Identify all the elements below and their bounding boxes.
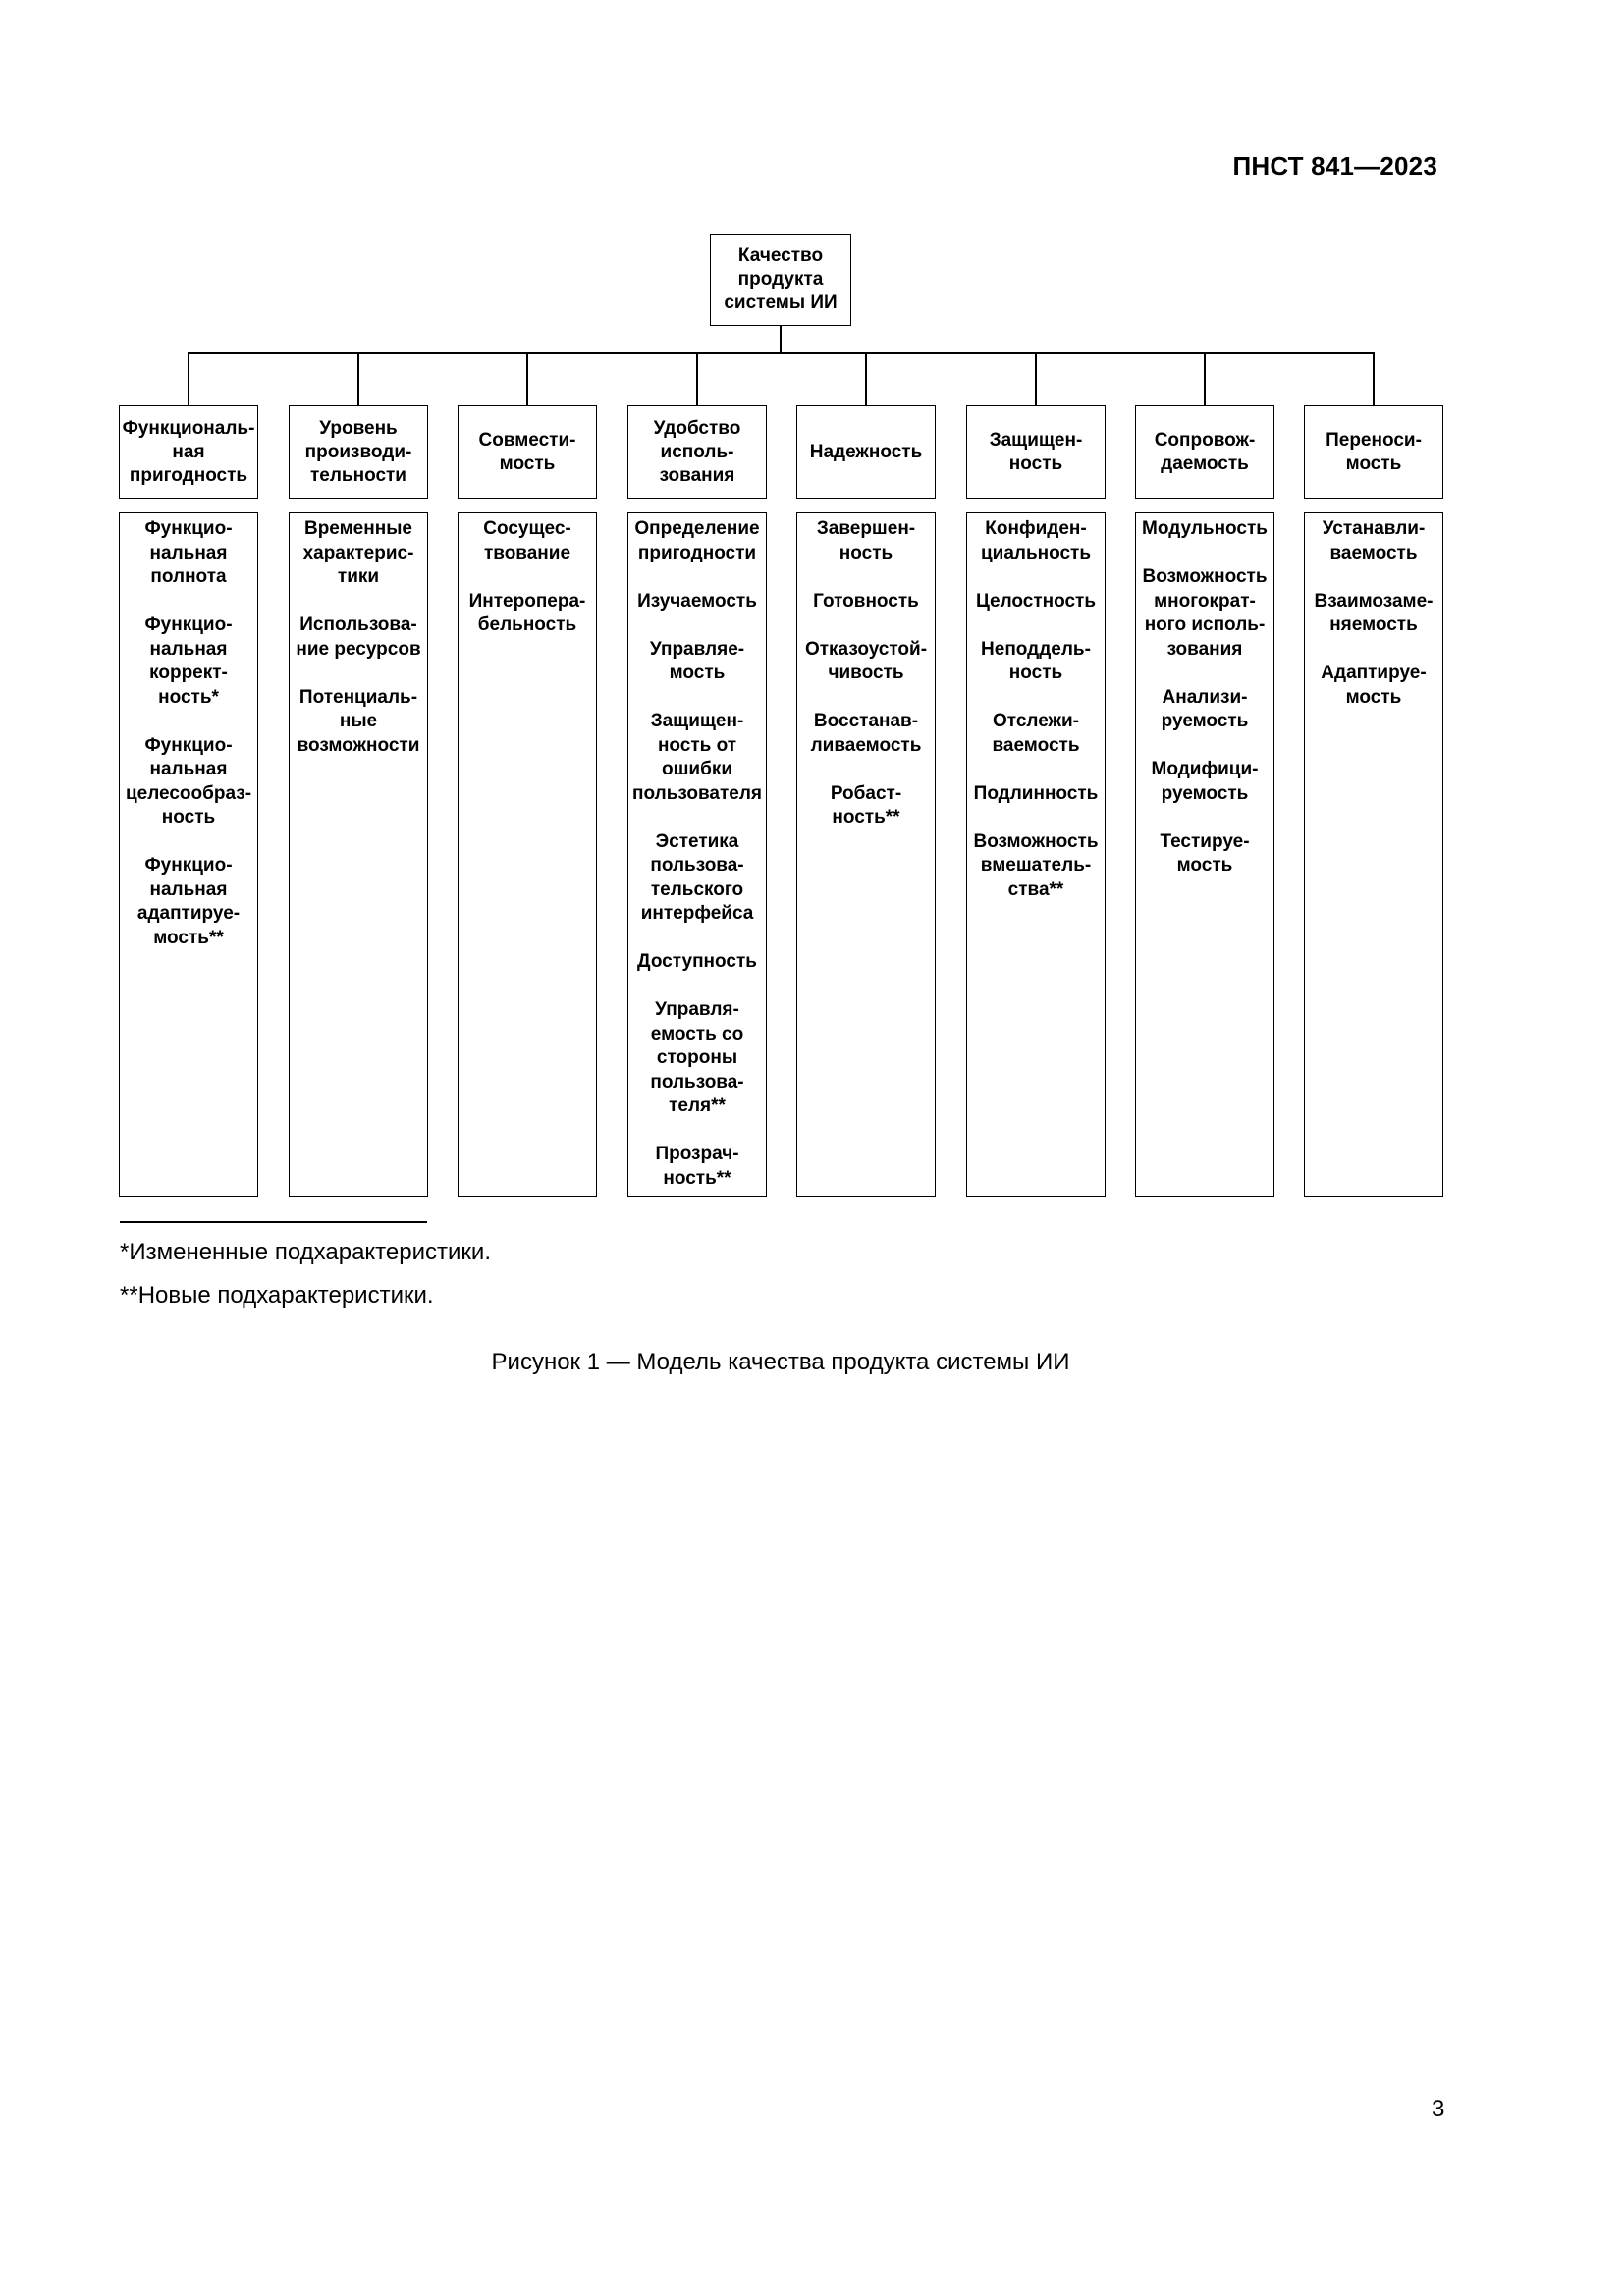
subcharacteristic-label-line: ливаемость bbox=[810, 734, 922, 756]
subcharacteristic bbox=[1323, 517, 1426, 565]
footnote-text: Измененные подхарактеристики. bbox=[129, 1239, 491, 1265]
characteristic-box bbox=[627, 405, 767, 499]
subcharacteristic bbox=[981, 517, 1091, 565]
subcharacteristic-label-line: бельность bbox=[477, 614, 577, 635]
subcharacteristic-label-line: Устанавли- bbox=[1322, 518, 1426, 539]
subcharacteristic-label-line: Модульность bbox=[1142, 518, 1268, 539]
subcharacteristic-label-line: ность bbox=[839, 542, 893, 563]
root-label-line: продукта bbox=[737, 269, 824, 290]
root-quality-box bbox=[710, 234, 851, 326]
characteristic-label-line: производи- bbox=[304, 441, 412, 462]
characteristic-box bbox=[458, 405, 597, 499]
subcharacteristic bbox=[1314, 590, 1433, 638]
subcharacteristic-label-line: Робаст- bbox=[830, 782, 902, 804]
subcharacteristic-label-line: мость** bbox=[153, 927, 224, 948]
root-label-line: системы ИИ bbox=[724, 293, 838, 313]
subcharacteristic-label-line: многократ- bbox=[1154, 590, 1256, 612]
subcharacteristic-label-line: Функцио- bbox=[144, 855, 233, 876]
characteristic-label-line: Удобство bbox=[653, 417, 741, 439]
subcharacteristic-label-line: стороны bbox=[656, 1047, 738, 1068]
subcharacteristic bbox=[298, 686, 420, 759]
subcharacteristic-label-line: возможности bbox=[297, 734, 420, 756]
characteristic-box bbox=[796, 405, 936, 499]
subcharacteristic-label-line: ваемость bbox=[992, 734, 1080, 756]
subcharacteristic-label-line: Отказоустой- bbox=[804, 638, 928, 660]
branch-connector bbox=[357, 353, 359, 405]
page-number: 3 bbox=[1432, 2096, 1445, 2122]
subcharacteristic-label-line: нальная bbox=[149, 638, 228, 660]
subcharacteristic-label-line: Взаимозаме- bbox=[1314, 590, 1434, 612]
subcharacteristic-label-line: Сосущес- bbox=[483, 518, 571, 539]
subcharacteristic-label-line: пригодности bbox=[637, 542, 757, 563]
subcharacteristic-label-line: пользова- bbox=[650, 1071, 744, 1093]
subcharacteristic bbox=[1160, 830, 1249, 879]
subcharacteristic-label-line: вмешатель- bbox=[980, 855, 1092, 876]
subcharacteristics-box bbox=[1304, 512, 1443, 1197]
characteristic-box bbox=[966, 405, 1106, 499]
footnote-mark: * bbox=[120, 1239, 130, 1265]
subcharacteristic bbox=[1321, 662, 1426, 710]
subcharacteristic bbox=[650, 998, 743, 1119]
subcharacteristic bbox=[303, 517, 414, 590]
subcharacteristic-label-line: целесообраз- bbox=[125, 782, 252, 804]
subcharacteristic-label-line: твование bbox=[483, 542, 571, 563]
characteristic-label-line: Защищен- bbox=[989, 429, 1083, 451]
subcharacteristic-label-line: Интеропера- bbox=[468, 590, 586, 612]
branch-connector bbox=[1035, 353, 1037, 405]
subcharacteristic-label-line: емость со bbox=[650, 1023, 744, 1044]
subcharacteristic bbox=[831, 782, 901, 830]
characteristic-label-line: Функциональ- bbox=[122, 417, 255, 439]
subcharacteristic bbox=[992, 710, 1079, 758]
characteristic-label-line: ность bbox=[1008, 453, 1063, 474]
subcharacteristic-label-line: Функцио- bbox=[144, 518, 233, 539]
characteristic-label-line: Надежность bbox=[809, 441, 923, 462]
subcharacteristic bbox=[296, 614, 420, 662]
subcharacteristic bbox=[817, 517, 915, 565]
subcharacteristic-label-line: Восстанав- bbox=[813, 711, 919, 731]
subcharacteristics-box bbox=[796, 512, 936, 1197]
subcharacteristic-label-line: адаптируе- bbox=[136, 903, 241, 924]
subcharacteristic bbox=[641, 830, 754, 927]
subcharacteristic bbox=[805, 638, 927, 686]
characteristic-label-line: Уровень bbox=[319, 417, 398, 439]
subcharacteristic-label-line: ность bbox=[161, 807, 216, 828]
subcharacteristic bbox=[650, 638, 744, 686]
subcharacteristic-label-line: теля** bbox=[669, 1095, 726, 1116]
subcharacteristics-box bbox=[119, 512, 258, 1197]
subcharacteristic-label-line: тельского bbox=[650, 879, 744, 900]
document-code: ПНСТ 841—2023 bbox=[1232, 151, 1437, 181]
footnote-mark: ** bbox=[120, 1282, 138, 1308]
characteristic-label-line: Сопровож- bbox=[1154, 429, 1256, 451]
branch-connector bbox=[696, 353, 698, 405]
subcharacteristic bbox=[976, 590, 1096, 614]
subcharacteristic-label-line: Адаптируе- bbox=[1321, 663, 1427, 683]
subcharacteristic-label-line: ние ресурсов bbox=[296, 638, 421, 660]
subcharacteristic bbox=[1142, 517, 1268, 542]
subcharacteristics-box bbox=[1135, 512, 1274, 1197]
characteristic-label-line: мость bbox=[1345, 453, 1402, 474]
characteristic-label-line: Переноси- bbox=[1326, 429, 1422, 451]
footnote-new bbox=[120, 1282, 434, 1309]
subcharacteristic-label-line: Подлинность bbox=[973, 782, 1099, 804]
footnote-text: Новые подхарактеристики. bbox=[137, 1282, 434, 1308]
subcharacteristic bbox=[655, 1143, 738, 1191]
subcharacteristic-label-line: характерис- bbox=[302, 542, 414, 563]
branch-connector bbox=[526, 353, 528, 405]
subcharacteristic-label-line: мость bbox=[669, 663, 726, 683]
subcharacteristic-label-line: циальность bbox=[980, 542, 1092, 563]
branch-connector bbox=[188, 353, 189, 405]
subcharacteristic-label-line: мость bbox=[1176, 855, 1233, 876]
subcharacteristic-label-line: Возможность bbox=[1142, 566, 1268, 587]
characteristic-box bbox=[1135, 405, 1274, 499]
subcharacteristic bbox=[813, 590, 919, 614]
subcharacteristic-label-line: полнота bbox=[150, 566, 227, 587]
subcharacteristic-label-line: руемость bbox=[1161, 782, 1249, 804]
subcharacteristic bbox=[126, 734, 251, 830]
subcharacteristic-label-line: пользователя bbox=[632, 782, 762, 804]
subcharacteristic-label-line: нальная bbox=[149, 879, 228, 900]
subcharacteristic-label-line: ность от bbox=[657, 734, 737, 756]
subcharacteristic-label-line: ность** bbox=[663, 1167, 731, 1189]
subcharacteristic-label-line: Возможность bbox=[973, 830, 1099, 852]
characteristic-label-line: Совмести- bbox=[478, 429, 576, 451]
subcharacteristic bbox=[137, 854, 240, 950]
subcharacteristic-label-line: Целостность bbox=[975, 590, 1097, 612]
subcharacteristic-label-line: Временные bbox=[303, 518, 412, 539]
root-connector bbox=[780, 326, 782, 353]
subcharacteristic bbox=[1142, 565, 1267, 662]
subcharacteristic-label-line: Готовность bbox=[813, 590, 919, 612]
subcharacteristic-label-line: Анализи- bbox=[1162, 686, 1248, 708]
branch-connector bbox=[1204, 353, 1206, 405]
subcharacteristic-label-line: ные bbox=[339, 711, 378, 731]
subcharacteristics-box bbox=[966, 512, 1106, 1197]
subcharacteristic-label-line: ства** bbox=[1007, 879, 1064, 900]
subcharacteristic-label-line: мость bbox=[1345, 686, 1402, 708]
subcharacteristic-label-line: ошибки bbox=[661, 759, 733, 779]
subcharacteristic-label-line: зования bbox=[1166, 638, 1243, 660]
subcharacteristic bbox=[811, 710, 922, 758]
figure-caption: Рисунок 1 — Модель качества продукта системы ИИ bbox=[491, 1349, 1070, 1375]
subcharacteristic bbox=[144, 614, 232, 710]
characteristic-box bbox=[289, 405, 428, 499]
subcharacteristic-label-line: руемость bbox=[1161, 711, 1249, 731]
footnote-separator bbox=[120, 1221, 427, 1223]
horizontal-bus bbox=[188, 352, 1375, 354]
subcharacteristic bbox=[1152, 758, 1259, 806]
characteristic-box bbox=[119, 405, 258, 499]
characteristic-label-line: зования bbox=[659, 464, 735, 486]
subcharacteristic-label-line: Функцио- bbox=[144, 734, 233, 756]
subcharacteristic-label-line: пользова- bbox=[650, 855, 744, 876]
subcharacteristics-box bbox=[289, 512, 428, 1197]
root-label-line: Качество bbox=[737, 245, 824, 266]
subcharacteristic-label-line: Тестируе- bbox=[1160, 830, 1250, 852]
subcharacteristic-label-line: Прозрач- bbox=[655, 1144, 739, 1164]
subcharacteristic bbox=[974, 782, 1099, 807]
subcharacteristic bbox=[973, 830, 1098, 903]
characteristic-label-line: тельности bbox=[309, 464, 406, 486]
subcharacteristic-label-line: ваемость bbox=[1329, 542, 1418, 563]
characteristic-box bbox=[1304, 405, 1443, 499]
subcharacteristic-label-line: ного исполь- bbox=[1144, 614, 1266, 635]
subcharacteristic-label-line: Доступность bbox=[637, 951, 757, 972]
subcharacteristic bbox=[637, 590, 757, 614]
characteristic-label-line: исполь- bbox=[660, 441, 734, 462]
subcharacteristic-label-line: Использова- bbox=[299, 614, 417, 635]
subcharacteristic-label-line: коррект- bbox=[149, 663, 228, 683]
subcharacteristic-label-line: ность* bbox=[158, 686, 219, 708]
characteristic-label-line: ная bbox=[172, 441, 205, 462]
characteristic-label-line: мость bbox=[499, 453, 556, 474]
subcharacteristic bbox=[637, 950, 757, 975]
subcharacteristic-label-line: Отслежи- bbox=[992, 711, 1079, 731]
subcharacteristic bbox=[483, 517, 570, 565]
subcharacteristic bbox=[1162, 686, 1249, 734]
subcharacteristic-label-line: Завершен- bbox=[816, 518, 916, 539]
subcharacteristic bbox=[634, 517, 759, 565]
subcharacteristic bbox=[469, 590, 586, 638]
subcharacteristic-label-line: Изучаемость bbox=[637, 590, 757, 612]
subcharacteristic-label-line: Управля- bbox=[655, 999, 739, 1020]
subcharacteristic-label-line: ность** bbox=[832, 807, 900, 828]
subcharacteristic-label-line: Эстетика bbox=[655, 830, 739, 852]
subcharacteristic-label-line: Определение bbox=[634, 518, 760, 539]
subcharacteristic-label-line: Неподдель- bbox=[981, 638, 1091, 660]
subcharacteristic-label-line: чивость bbox=[828, 663, 904, 683]
branch-connector bbox=[865, 353, 867, 405]
subcharacteristic-label-line: Защищен- bbox=[650, 711, 744, 731]
subcharacteristic-label-line: Функцио- bbox=[144, 614, 233, 635]
subcharacteristic-label-line: Потенциаль- bbox=[298, 686, 418, 708]
subcharacteristic-label-line: Управляе- bbox=[649, 638, 745, 660]
subcharacteristic-label-line: интерфейса bbox=[640, 903, 754, 924]
subcharacteristic-label-line: ность bbox=[1008, 663, 1063, 683]
subcharacteristic-label-line: Модифици- bbox=[1151, 759, 1259, 779]
characteristic-label-line: даемость bbox=[1161, 453, 1249, 474]
subcharacteristic bbox=[632, 710, 762, 806]
subcharacteristic-label-line: няемость bbox=[1329, 614, 1418, 635]
subcharacteristics-box bbox=[627, 512, 767, 1197]
subcharacteristic-label-line: Конфиден- bbox=[985, 518, 1087, 539]
subcharacteristic bbox=[981, 638, 1091, 686]
subcharacteristic-label-line: нальная bbox=[149, 542, 228, 563]
subcharacteristic-label-line: нальная bbox=[149, 759, 228, 779]
subcharacteristics-box bbox=[458, 512, 597, 1197]
branch-connector bbox=[1373, 353, 1375, 405]
subcharacteristic bbox=[144, 517, 232, 590]
footnote-changed bbox=[120, 1239, 491, 1266]
subcharacteristic-label-line: тики bbox=[337, 566, 380, 587]
characteristic-label-line: пригодность bbox=[129, 464, 248, 486]
